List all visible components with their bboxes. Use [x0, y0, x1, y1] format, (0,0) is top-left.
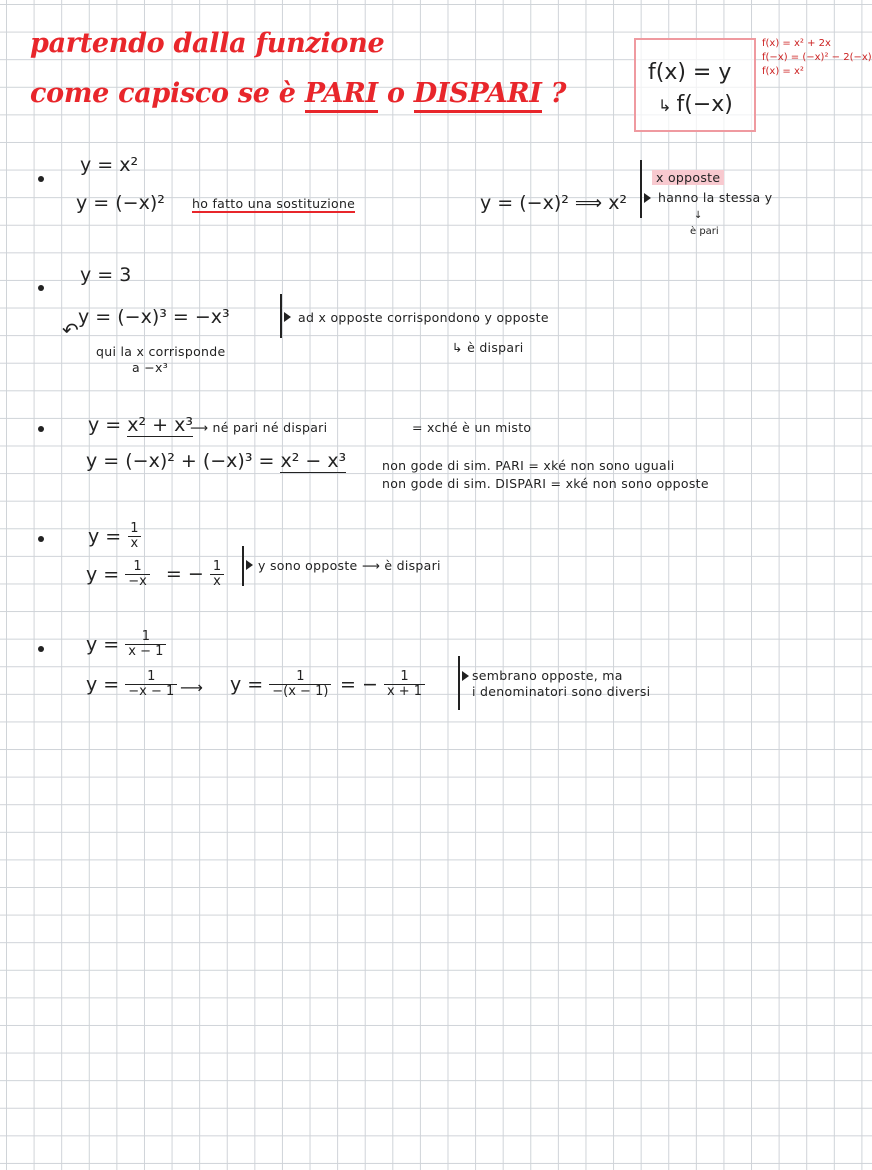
s4-note [258, 558, 441, 573]
s1-right-arrow: ⟹ [574, 192, 609, 214]
s1-down-arrow: ↓ [694, 210, 703, 221]
s5-eq2 [86, 670, 177, 700]
s1-result: hanno la stessa y [658, 190, 773, 205]
s1-note: ho fatto una sostituzione [192, 196, 356, 211]
s4-frac2 [125, 560, 150, 590]
s5-frac3 [269, 670, 331, 700]
s2-eq2: y = (−x)³ = −x³ [78, 306, 230, 328]
title-suffix: ? [541, 78, 567, 109]
s4-note-text: y sono opposte [258, 558, 358, 573]
s5-divider [458, 656, 460, 710]
title-pari: PARI [305, 78, 378, 113]
s3-eq1 [88, 414, 193, 436]
s2-dispari-arrow: ↳ [452, 340, 468, 355]
bullet-5 [38, 646, 44, 652]
s3-eq2-b: x² − x³ [280, 450, 347, 472]
title-mid: o [377, 78, 414, 109]
s4-frac1-num: 1 [130, 521, 139, 536]
s4-frac3-num: 1 [212, 559, 222, 574]
s4-frac2-num: 1 [133, 559, 142, 574]
s2-divider [280, 294, 282, 338]
s5-frac1-num: 1 [141, 629, 150, 644]
s5-y1: y = [86, 633, 120, 656]
bullet-3 [38, 426, 44, 432]
corner-note-2: f(−x) = (−x)² − 2(−x) [762, 52, 872, 63]
s4-result: è dispari [384, 558, 441, 573]
s4-y2: y = [86, 563, 120, 586]
s1-arrowhead [644, 193, 651, 203]
s4-eq2 [86, 560, 224, 590]
s2-dispari [452, 340, 524, 355]
s5-frac2 [125, 670, 177, 700]
s5-frac4 [384, 670, 425, 700]
s5-eq: = − [340, 673, 378, 696]
bullet-4 [38, 536, 44, 542]
s1-pari: è pari [690, 226, 719, 237]
s1-right-eq [480, 192, 627, 214]
s5-frac1-den: x − 1 [125, 644, 166, 659]
title-line-2 [30, 78, 566, 109]
s5-frac2-den: −x − 1 [125, 684, 177, 699]
s4-frac1 [127, 522, 141, 552]
s3-eq1-note [190, 420, 327, 435]
s3-arrow: ⟶ [190, 420, 213, 435]
s4-frac1-den: x [128, 536, 142, 551]
s2-right: ad x opposte corrispondono y opposte [298, 310, 549, 325]
s3-eq1-a: y = [88, 414, 128, 436]
title-line-1: partendo dalla funzione [30, 28, 385, 59]
corner-note-3: f(x) = x² [762, 66, 804, 77]
corner-box-line2-text: f(−x) [676, 92, 733, 117]
s4-arrowhead [246, 560, 253, 570]
s2-eq1: y = 3 [80, 264, 132, 286]
s5-arrow: ⟶ [180, 678, 203, 697]
s5-frac2-num: 1 [147, 669, 156, 684]
s2-note1: qui la x corrisponde [96, 344, 226, 359]
s3-eq2 [86, 450, 346, 472]
s5-eq3 [230, 670, 331, 700]
s5-eq4 [340, 670, 425, 700]
s1-highlight-text: x opposte [652, 170, 724, 185]
s5-frac4-den: x + 1 [384, 684, 425, 699]
s5-note1: sembrano opposte, ma [472, 668, 623, 683]
corner-box [634, 38, 756, 132]
s3-eq1-note-text: né pari né dispari [212, 420, 328, 435]
s1-divider [640, 160, 642, 218]
s5-frac3-den: −(x − 1) [269, 684, 331, 699]
s5-frac4-num: 1 [400, 669, 409, 684]
s4-divider [242, 546, 244, 586]
corner-box-line2 [658, 92, 733, 117]
s3-note-b: non gode di sim. DISPARI = xké non sono opposte [382, 476, 709, 491]
s3-note-a: non gode di sim. PARI = xké non sono uguali [382, 458, 675, 473]
s3-eq1-b: x² + x³ [127, 414, 193, 436]
s5-note2: i denominatori sono diversi [472, 684, 651, 699]
bullet-2 [38, 285, 44, 291]
s3-eq1-note2: = xché è un misto [412, 420, 532, 435]
corner-l-arrow: ↳ [658, 96, 677, 115]
title-prefix: come capisco se è [30, 78, 305, 109]
s5-eq1 [86, 630, 166, 660]
s2-arrowhead [284, 312, 291, 322]
s1-right-eq-b: x² [608, 192, 628, 214]
corner-note-1: f(x) = x² + 2x [762, 38, 831, 49]
s2-dispari-text: è dispari [467, 340, 524, 355]
s1-eq1: y = x² [80, 154, 139, 176]
s2-note2: a −x³ [132, 360, 169, 375]
s3-eq2-a: y = (−x)² + (−x)³ = [86, 450, 281, 472]
s5-y2: y = [86, 673, 120, 696]
s2-curl-arrow: ↶ [62, 318, 79, 342]
corner-box-line1: f(x) = y [648, 60, 732, 85]
s4-arrow: ⟶ [357, 558, 385, 573]
s1-highlight [652, 170, 724, 185]
bullet-1 [38, 176, 44, 182]
s4-eq1 [88, 522, 142, 552]
title-dispari: DISPARI [414, 78, 542, 113]
s4-frac2-den: −x [125, 574, 150, 589]
s5-y3: y = [230, 673, 264, 696]
s4-frac3 [210, 560, 224, 590]
s4-frac3-den: x [210, 574, 224, 589]
s4-eq: = − [165, 563, 204, 586]
s5-frac3-num: 1 [296, 669, 305, 684]
s1-right-eq-a: y = (−x)² [480, 192, 569, 214]
s4-y1: y = [88, 525, 122, 548]
s5-arrowhead [462, 671, 469, 681]
s5-frac1 [125, 630, 166, 660]
s1-eq2: y = (−x)² [76, 192, 165, 214]
